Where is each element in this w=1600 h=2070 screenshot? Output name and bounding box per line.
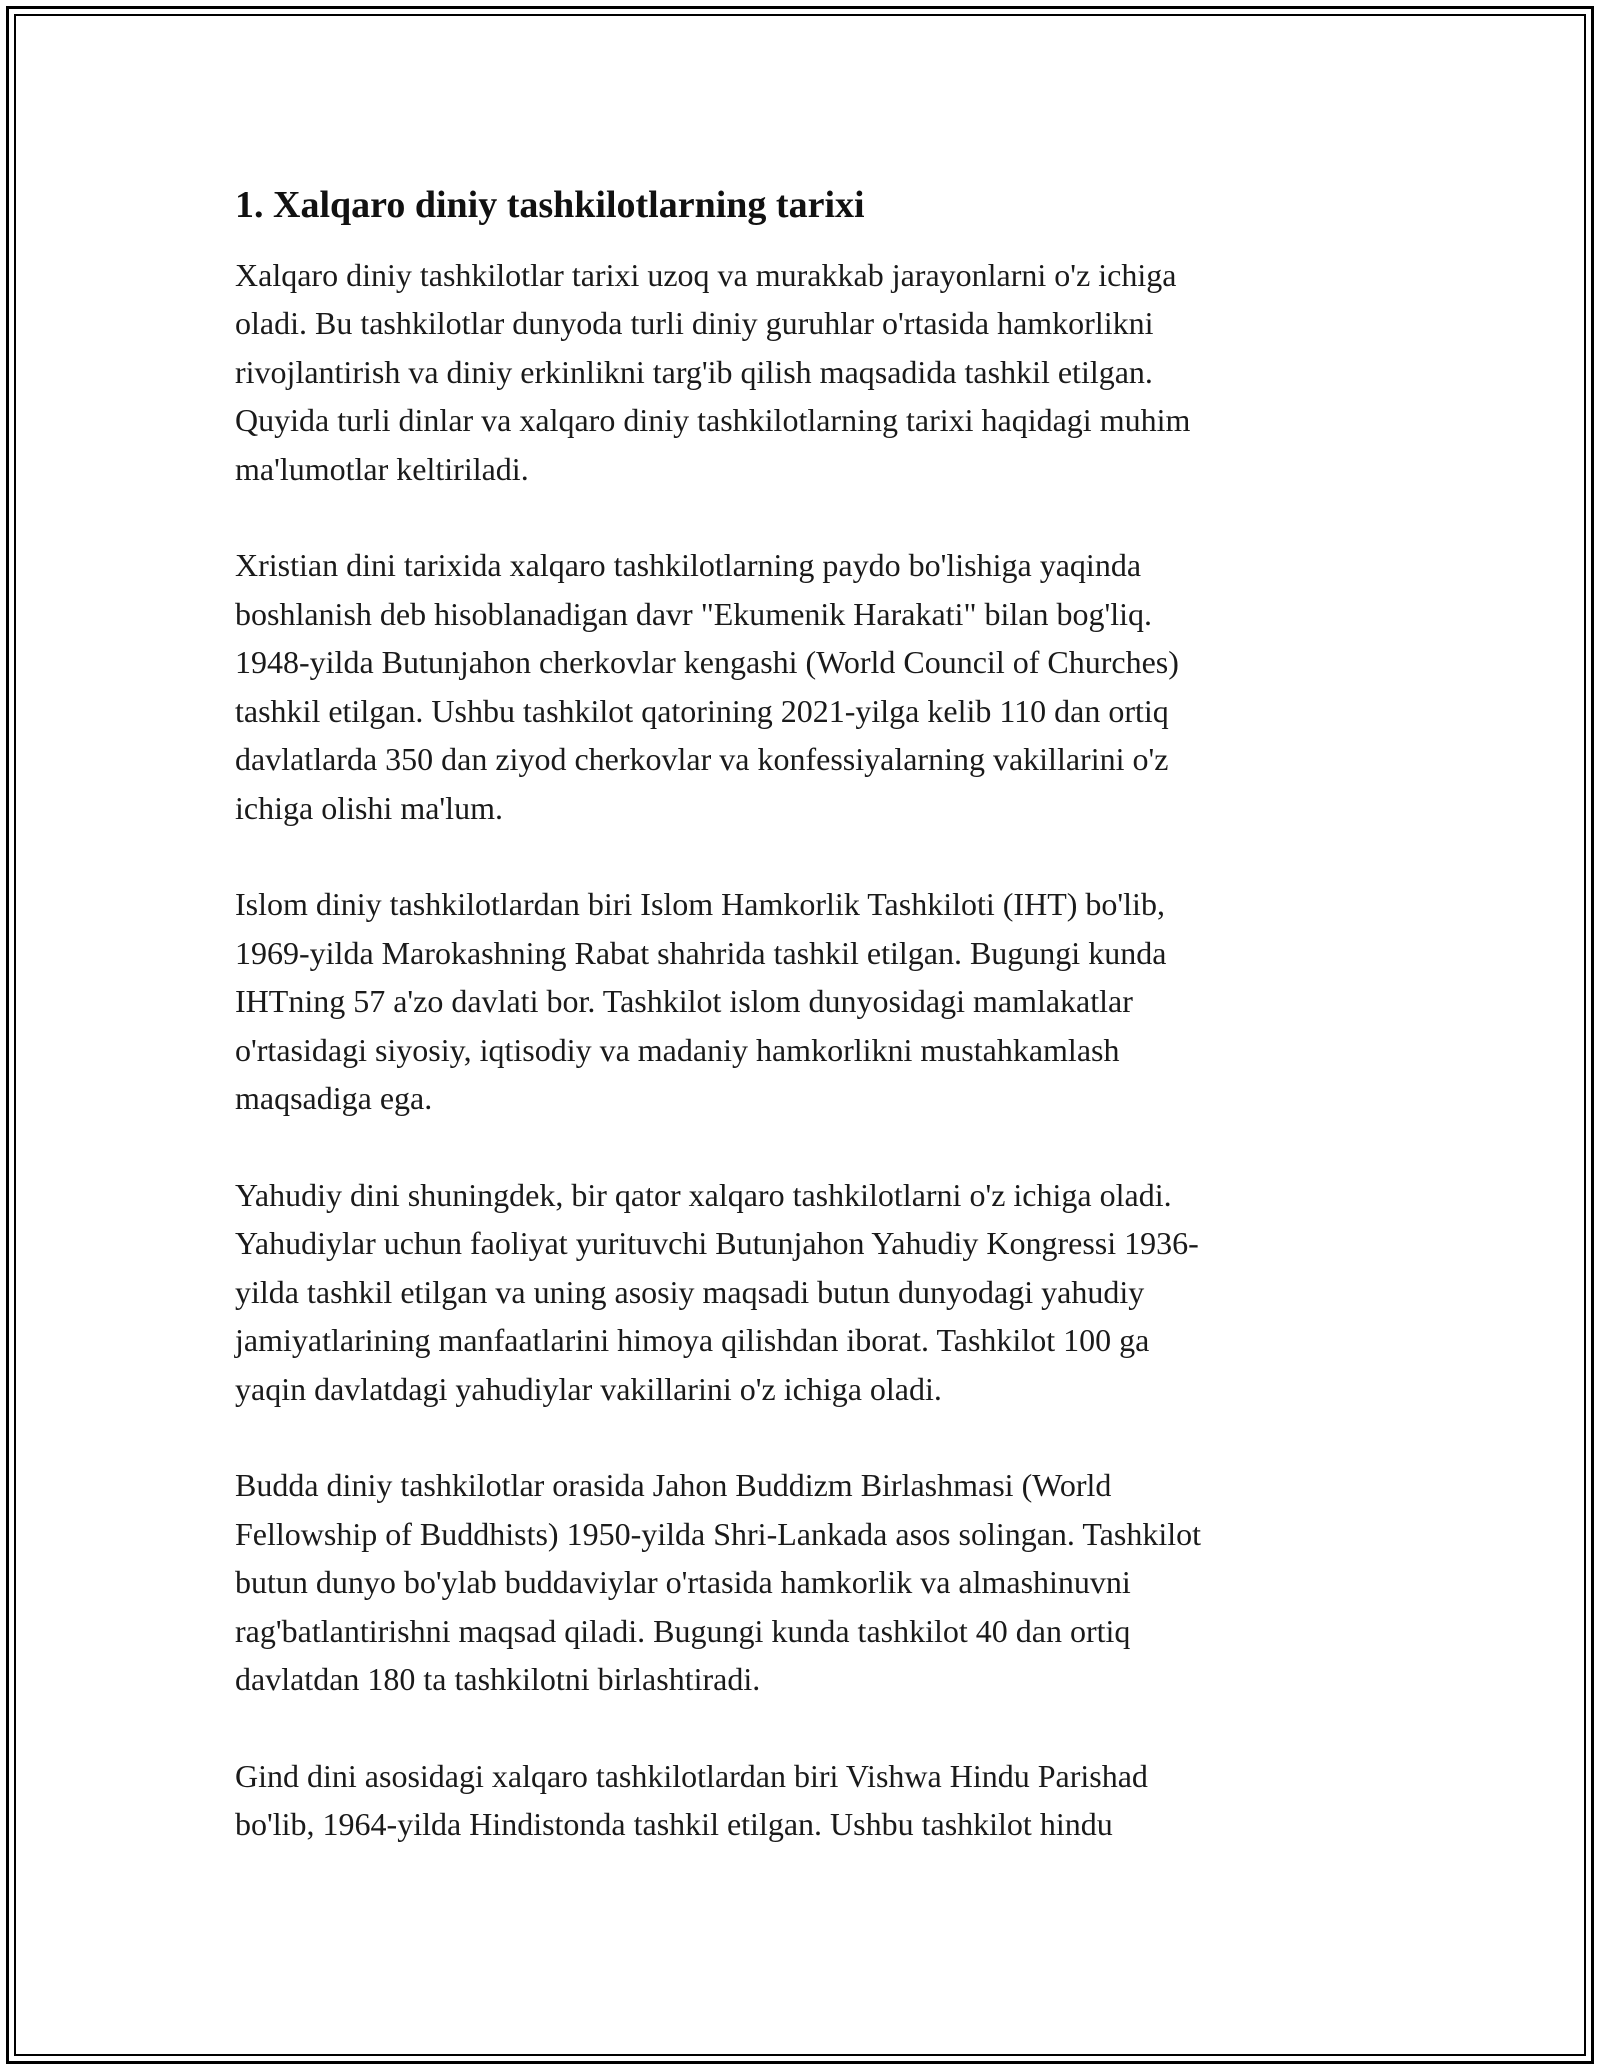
document-body (235, 183, 1365, 1897)
paragraph-hinduism: Gind dini asosidagi xalqaro tashkilotlardan biri Vishwa Hindu Parishad bo'lib, 1964-yilda Hindistonda tashkil etilgan. Ushbu tashkilot hindu (235, 1757, 1148, 1843)
paragraph-buddhism: Budda diniy tashkilotlar orasida Jahon Buddizm Birlashmasi (World Fellowship of Buddhists) 1950-yilda Shri-Lankada asos solingan. Tashkilot butun dunyo bo'ylab buddaviylar o'rtasida hamkorlik va almashinuvni rag'batlantirishni maqsad qiladi. Bugungi kunda tashkilot 40 dan ortiq davlatdan 180 ta tashkilotni birlashtiradi. (235, 1467, 1201, 1698)
paragraph-judaism: Yahudiy dini shuningdek, bir qator xalqaro tashkilotlarni o'z ichiga oladi. Yahudiylar uchun faoliyat yurituvchi Butunjahon Yahudiy Kongressi 1936- yilda tashkil etilgan va uning asosiy maqsadi butun dunyodagi yahudiy jamiyatlarining manfaatlarini himoya qilishdan iborat. Tashkilot 100 ga yaqin davlatdagi yahudiylar vakillarini o'z ichiga oladi. (235, 1176, 1199, 1407)
paragraph-intro: Xalqaro diniy tashkilotlar tarixi uzoq va murakkab jarayonlarni o'z ichiga oladi. Bu tashkilotlar dunyoda turli diniy guruhlar o'rtasida hamkorlikni rivojlantirish va diniy erkinlikni targ'ib qilish maqsadida tashkil etilgan. Quyida turli dinlar va xalqaro diniy tashkilotlarning tarixi haqidagi muhim ma'lumotlar keltiriladi. (235, 256, 1191, 487)
section-heading: 1. Xalqaro diniy tashkilotlarning tarixi (235, 184, 865, 226)
paragraph-islam: Islom diniy tashkilotlardan biri Islom Hamkorlik Tashkiloti (IHT) bo'lib, 1969-yilda Marokashning Rabat shahrida tashkil etilgan. Bugungi kunda IHTning 57 a'zo davlati bor. Tashkilot islom dunyosidagi mamlakatlar o'rtasidagi siyosiy, iqtisodiy va madaniy hamkorlikni mustahkamlash maqsadiga ega. (235, 886, 1167, 1117)
paragraph-christianity: Xristian dini tarixida xalqaro tashkilotlarning paydo bo'lishiga yaqinda boshlanish deb hisoblanadigan davr "Ekumenik Harakati" bilan bog'liq. 1948-yilda Butunjahon cherkovlar kengashi (World Council of Churches) tashkil etilgan. Ushbu tashkilot qatorining 2021-yilga kelib 110 dan ortiq davlatlarda 350 dan ziyod cherkovlar va konfessiyalarning vakillarini o'z ichiga olishi ma'lum. (235, 547, 1179, 826)
